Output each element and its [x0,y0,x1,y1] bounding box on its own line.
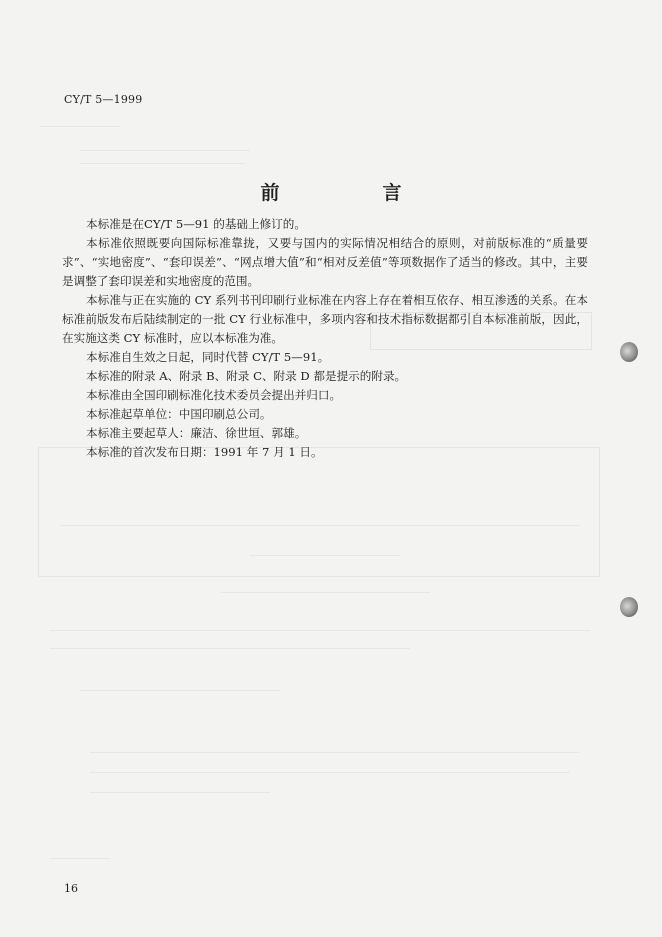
show-through-line [50,858,110,859]
paragraph: 本标准由全国印刷标准化技术委员会提出并归口。 [86,388,342,402]
paragraph: 本标准自生效之日起，同时代替 CY/T 5—91。 [86,350,330,364]
paragraph: 本标准与正在实施的 CY 系列书刊印刷行业标准在内容上存在着相互依存、相互渗透的关系。在本标准前版发布后陆续制定的一批 CY 行业标准中，多项内容和技术指标数据都引自本标准前版，因此，在实施这类 CY 标准时，应以本标准为准。 [62,293,588,345]
show-through-line [250,555,400,556]
show-through-line [50,648,410,649]
document-body [62,215,588,462]
paragraph: 本标准起草单位：中国印刷总公司。 [86,407,272,421]
paragraph: 本标准主要起草人：廉洁、徐世垣、郭雄。 [86,426,307,440]
paragraph: 本标准的首次发布日期：1991 年 7 月 1 日。 [86,445,323,459]
show-through-line [40,126,120,127]
paragraph: 本标准是在CY/T 5—91 的基础上修订的。 [86,217,306,231]
show-through-line [50,630,590,631]
paragraph: 本标准的附录 A、附录 B、附录 C、附录 D 都是提示的附录。 [86,369,407,383]
show-through-line [80,163,245,164]
show-through-line [90,752,580,753]
show-through-line [80,150,250,151]
page-title: 前 言 [260,182,444,204]
show-through-line [90,772,570,773]
standard-code: CY/T 5—1999 [64,93,143,106]
binder-hole [620,597,638,617]
show-through-box [38,447,600,577]
binder-hole [620,342,638,362]
show-through-line [90,792,270,793]
show-through-line [60,525,580,526]
paragraph: 本标准依照既要向国际标准靠拢，又要与国内的实际情况相结合的原则，对前版标准的“质量要求”、“实地密度”、“套印误差”、“网点增大值”和“相对反差值”等项数据作了适当的修改。其中，主要是调整了套印误差和实地密度的范围。 [62,236,588,288]
show-through-line [220,592,430,593]
show-through-line [80,690,280,691]
page-number: 16 [64,882,78,895]
